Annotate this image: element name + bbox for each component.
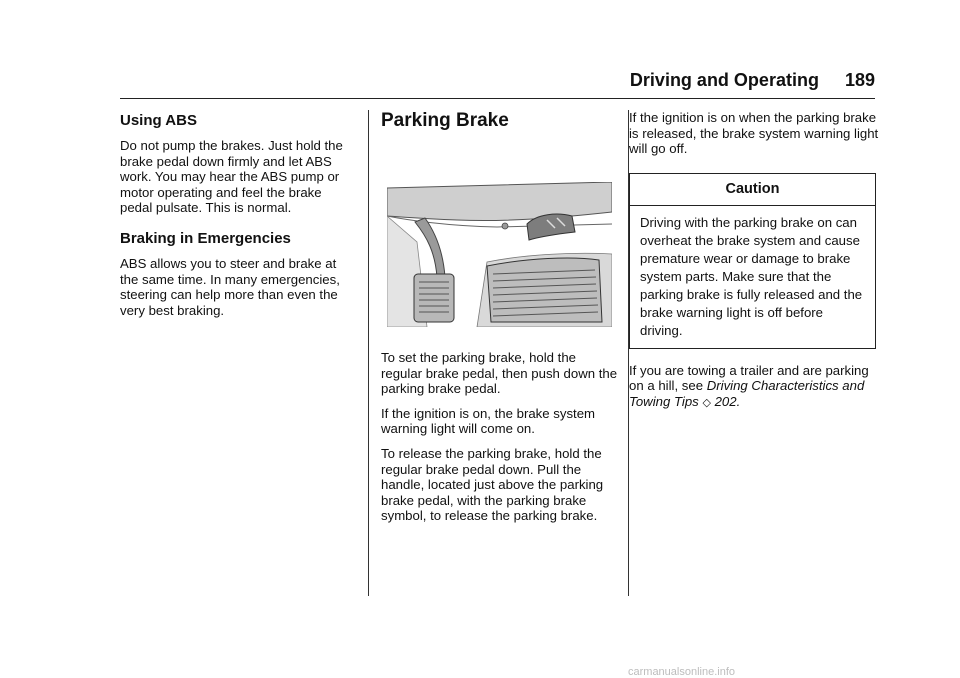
header-rule: [120, 98, 875, 99]
paragraph-release-parking-brake: To release the parking brake, hold the regular brake pedal down. Pull the handle, located just above the parking brake pedal, with the parking brake symbol, to release the parking brake.: [381, 445, 604, 524]
heading-using-abs: Using ABS: [120, 112, 197, 129]
paragraph-warning-light-off: If the ignition is on when the parking brake is released, the brake system warning light will go off.: [629, 110, 879, 157]
parking-brake-illustration: [387, 182, 612, 327]
page-header: [620, 70, 875, 91]
paragraph-towing-reference: [629, 363, 879, 412]
caution-text: Driving with the parking brake on can overheat the brake system and cause premature wear or damage to brake system parts. Make sure that the parking brake is fully released and the brake warning light is off before driving.: [640, 214, 863, 338]
reference-arrow-icon: ◇: [702, 396, 711, 409]
towing-link[interactable]: Driving Characteristics and Towing Tips: [629, 378, 865, 409]
paragraph-braking-in-emergencies: ABS allows you to steer and brake at the same time. In many emergencies, steering can help more than even the very best braking.: [120, 255, 340, 318]
towing-lead-text: If you are towing a trailer and are parking on a hill, see: [629, 362, 869, 394]
heading-braking-in-emergencies: Braking in Emergencies: [120, 229, 291, 247]
column-2: [381, 110, 618, 533]
column-1: [120, 110, 355, 327]
paragraph-using-abs: Do not pump the brakes. Just hold the brake pedal down firmly and let ABS work. You may hear the ABS pump or motor operating and feel the brake pedal pulsate. This is normal.: [120, 138, 343, 216]
section-title: Driving and Operating: [629, 70, 819, 90]
paragraph-warning-light-on: If the ignition is on, the brake system warning light will come on.: [381, 405, 596, 437]
paragraph-set-parking-brake: To set the parking brake, hold the regular brake pedal, then push down the parking brake pedal.: [381, 350, 618, 397]
parking-brake-drawing: [387, 182, 612, 327]
column-divider-1: [368, 110, 369, 596]
column-3: [629, 110, 879, 421]
heading-parking-brake: Parking Brake: [381, 110, 509, 131]
page-number: 189: [844, 70, 875, 90]
watermark: carmanualsonline.info: [628, 666, 736, 678]
reference-page[interactable]: 202.: [714, 393, 741, 409]
caution-title: Caution: [630, 174, 875, 206]
caution-box: [629, 173, 876, 349]
